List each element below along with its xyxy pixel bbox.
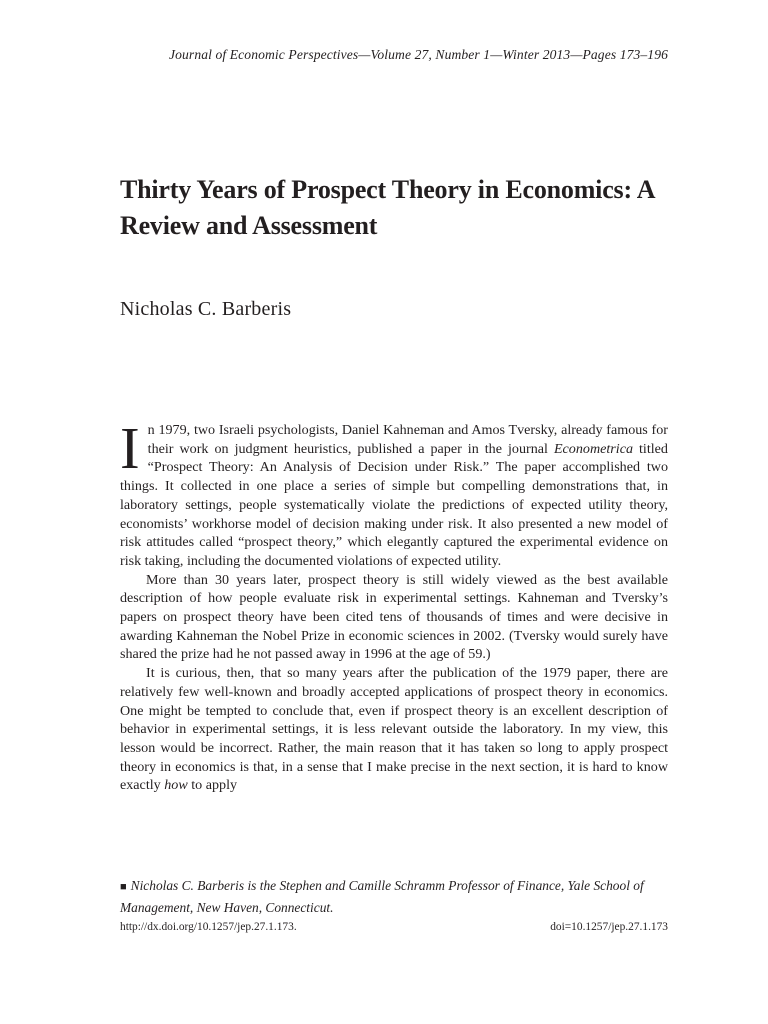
footnote-text: Nicholas C. Barberis is the Stephen and Camille Schramm Professor of Finance, Yale School of Management, New Haven, Connecticut. (120, 878, 644, 915)
paragraph-1-text-a: n 1979, two Israeli psychologists, Daniel Kahneman and Amos Tversky, already famous for their work on judgment heuristics, published a paper in the journal (147, 422, 668, 457)
journal-name-italic: Econometrica (553, 440, 633, 457)
paragraph-2: More than 30 years later, prospect theory is still widely viewed as the best available description of how people evaluate risk in experimental settings. Kahneman and Tversky’s papers on prospect theory have been cited tens of thousands of times and were decisive in awarding Kahneman the Nobel Prize in economic sciences in 2002. (Tversky would surely have shared the prize had he not passed away in 1996 at the age of 59.) (120, 571, 668, 663)
article-title: Thirty Years of Prospect Theory in Economics: A Review and Assessment (120, 175, 654, 240)
doi-identifier: doi=10.1257/jep.27.1.173 (550, 921, 668, 933)
paragraph-3-text-a: It is curious, then, that so many years after the publication of the 1979 paper, there are relatively few well-known and broadly accepted applications of prospect theory in economics. One might be tempted to conclude that, even if prospect theory is an excellent description of behavior in experimental settings, it is less relevant outside the laboratory. In my view, this lesson would be incorrect. Rather, the main reason that it has taken so long to apply prospect theory in economics is that, in a sense that I make precise in the next section, it is hard to know exactly (120, 665, 668, 794)
paragraph-1-text-b: titled “Prospect Theory: An Analysis of Decision under Risk.” The paper accomplished two things. It collected in one place a series of simple but compelling demonstrations that, in laboratory settings, people systematically violate the predictions of expected utility theory, economists’ workhorse model of decision making under risk. It also presented a new model of risk attitudes called “prospect theory,” which elegantly captured the experimental evidence on risk taking, including the documented violations of expected utility. (120, 440, 668, 569)
running-head: Journal of Economic Perspectives—Volume 27, Number 1—Winter 2013—Pages 173–196 (169, 47, 668, 62)
article-body (120, 415, 668, 795)
paragraph-3 (120, 664, 668, 795)
doi-url-link[interactable]: http://dx.doi.org/10.1257/jep.27.1.173. (120, 921, 297, 933)
drop-cap: I (120, 415, 140, 481)
author-name: Nicholas C. Barberis (120, 298, 292, 320)
footnote-bullet: ■ (120, 881, 127, 893)
author-footnote (120, 876, 668, 917)
paragraph-1 (120, 415, 668, 571)
emphasis-how: how (164, 777, 188, 794)
doi-row (120, 921, 668, 933)
paragraph-3-text-b: to apply (187, 777, 238, 794)
